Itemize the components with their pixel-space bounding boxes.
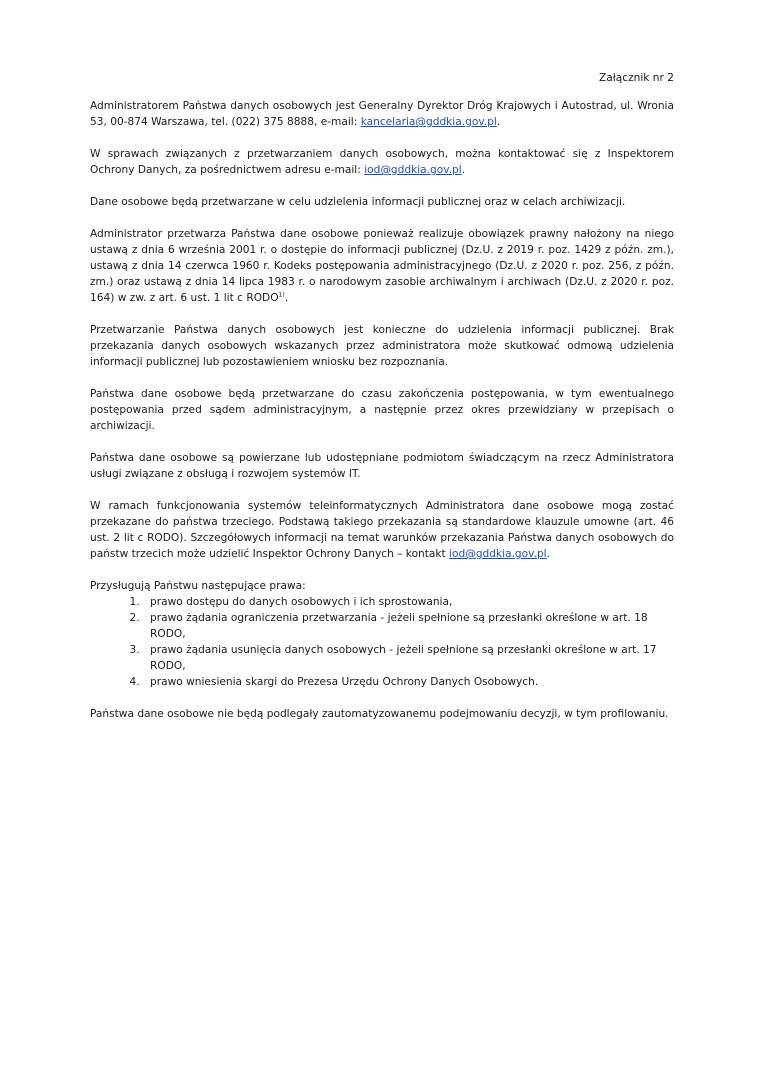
paragraph-text: W sprawach związanych z przetwarzaniem danych osobowych, można kontaktować się z Inspektorem Ochrony Danych, za pośrednictwem adresu e-mail: bbox=[90, 148, 674, 176]
paragraph-text: W ramach funkcjonowania systemów teleinformatycznych Administratora dane osobowe mogą zostać przekazane do państwa trzeciego. Podstawą takiego przekazania są standardowe klauzule umowne (art. 46 ust. 2 lit c RODO). Szczegółowych informacji na temat warunków przekazania Państwa danych osobowych do państw trzecich może udzielić Inspektor Ochrony Danych – kontakt bbox=[90, 500, 674, 560]
paragraph-third-country bbox=[90, 498, 674, 562]
email-link-kancelaria[interactable]: kancelaria@gddkia.gov.pl bbox=[360, 116, 497, 128]
paragraph-administrator bbox=[90, 98, 674, 130]
email-link-iod-2[interactable]: iod@gddkia.gov.pl bbox=[449, 548, 547, 560]
paragraph-text: Administrator przetwarza Państwa dane osobowe ponieważ realizuje obowiązek prawny nałożony na niego ustawą z dnia 6 września 2001 r. o dostępie do informacji publicznej (Dz.U. z 2019 r. poz. 1429 z późn. zm.), ustawą z dnia 14 czerwca 1960 r. Kodeks postępowania administracyjnego (Dz.U. z 2020 r. poz. 256, z późn. zm.) oraz ustawą z dnia 14 lipca 1983 r. o narodowym zasobie archiwalnym i archiwach (Dz.U. z 2020 r. poz. 164) w zw. z art. 6 ust. 1 lit c RODO bbox=[90, 228, 674, 304]
paragraph-end: . bbox=[284, 292, 289, 304]
footnote-marker: 1) bbox=[278, 291, 285, 299]
paragraph-text: Administratorem Państwa danych osobowych jest Generalny Dyrektor Dróg Krajowych i Autostrad, ul. Wronia 53, 00-874 Warszawa, tel. (022) 375 8888, e-mail: bbox=[90, 100, 674, 128]
list-item: 3. prawo żądania usunięcia danych osobowych - jeżeli spełnione są przesłanki określone w art. 17 RODO, bbox=[143, 642, 674, 674]
list-item: 4. prawo wniesienia skargi do Prezesa Urzędu Ochrony Danych Osobowych. bbox=[143, 674, 674, 690]
list-item: 2. prawo żądania ograniczenia przetwarzania - jeżeli spełnione są przesłanki określone w art. 18 RODO, bbox=[143, 610, 674, 642]
paragraph-purpose: Dane osobowe będą przetwarzane w celu udzielenia informacji publicznej oraz w celach archiwizacji. bbox=[90, 196, 626, 208]
annex-number: Załącznik nr 2 bbox=[599, 72, 674, 84]
paragraph-retention: Państwa dane osobowe będą przetwarzane do czasu zakończenia postępowania, w tym ewentualnego postępowania przed sądem administracyjnym, a następnie przez okres przewidziany w przepisach o archiwizacji. bbox=[90, 388, 674, 432]
paragraph-necessity: Przetwarzanie Państwa danych osobowych jest konieczne do udzielenia informacji publicznej. Brak przekazania danych osobowych wskazanych przez administratora może skutkować odmową udzielenia informacji publicznej lub pozostawieniem wniosku bez rozpoznania. bbox=[90, 324, 674, 368]
paragraph-end: . bbox=[546, 548, 550, 560]
paragraph-end: . bbox=[461, 164, 466, 176]
rights-list bbox=[90, 594, 674, 690]
paragraph-recipients: Państwa dane osobowe są powierzane lub udostępniane podmiotom świadczącym na rzecz Administratora usługi związane z obsługą i rozwojem systemów IT. bbox=[90, 452, 674, 480]
paragraph-automated-decisions: Państwa dane osobowe nie będą podlegały zautomatyzowanemu podejmowaniu decyzji, w tym profilowaniu. bbox=[90, 708, 669, 720]
email-link-iod[interactable]: iod@gddkia.gov.pl bbox=[364, 164, 462, 176]
paragraph-legal-basis bbox=[90, 226, 674, 306]
paragraph-end: . bbox=[496, 116, 501, 128]
paragraph-iod-contact bbox=[90, 146, 674, 178]
rights-intro: Przysługują Państwu następujące prawa: bbox=[90, 580, 306, 592]
list-item: 1. prawo dostępu do danych osobowych i ich sprostowania, bbox=[143, 594, 674, 610]
